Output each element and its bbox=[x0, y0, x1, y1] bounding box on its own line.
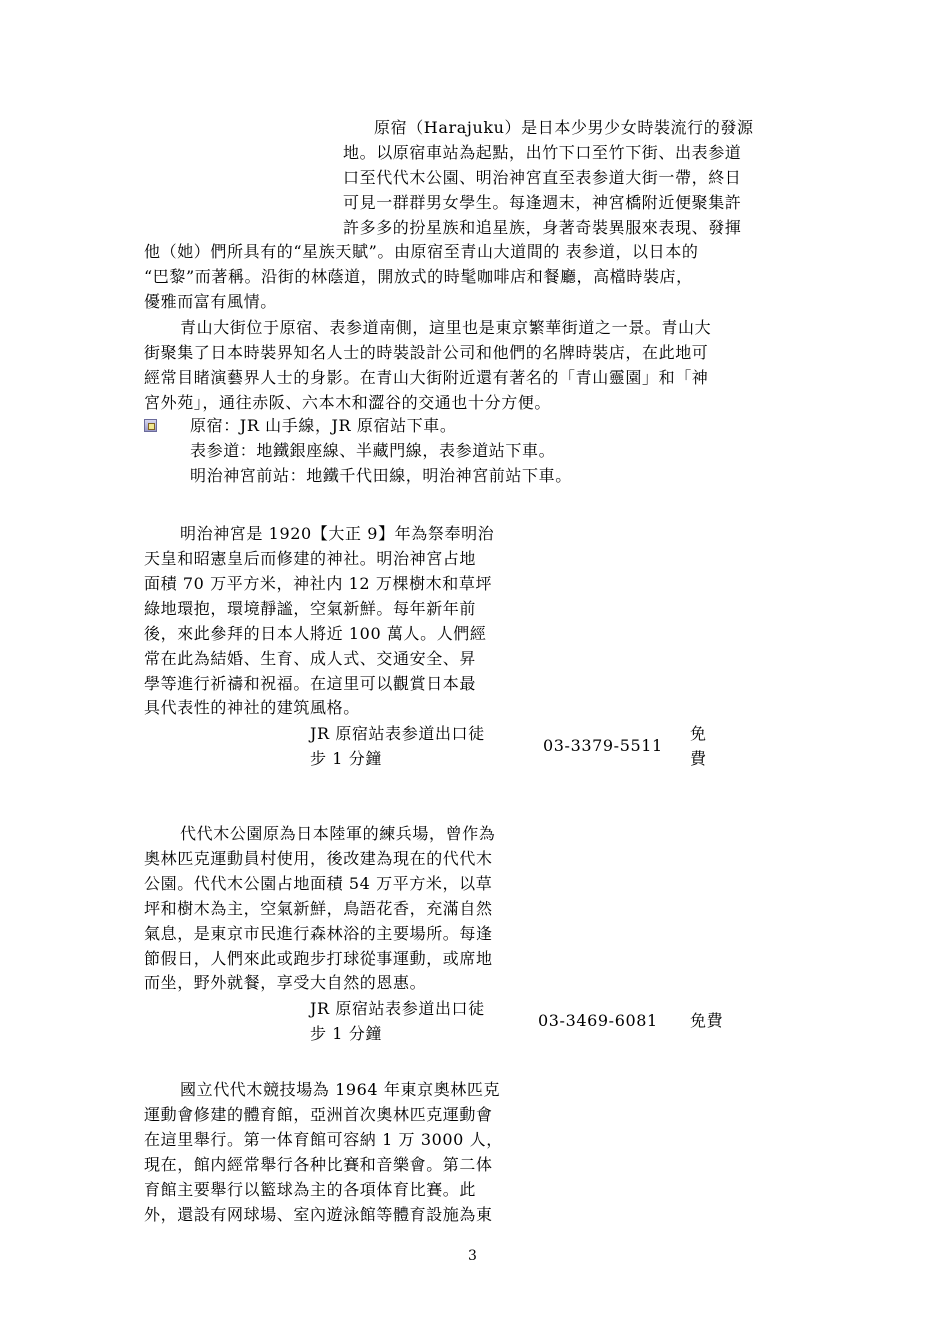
text-line: 奧林匹克運動員村使用，後改建為現在的代代木 bbox=[144, 849, 493, 868]
text-line: 現在，館内經常舉行各种比賽和音樂會。第二体 bbox=[144, 1155, 493, 1174]
text-line: 在這里舉行。第一体育館可容納 1 万 3000 人， bbox=[144, 1130, 503, 1149]
route-text: 步 1 分鐘 bbox=[310, 1024, 382, 1043]
access-line: 原宿：JR 山手線，JR 原宿站下車。 bbox=[190, 416, 457, 435]
route-text: JR 原宿站表参道出口徒 bbox=[310, 724, 485, 743]
text-line: 學等進行祈禱和祝福。在這里可以觀賞日本最 bbox=[144, 674, 477, 693]
text-line: 運動會修建的體育館，亞洲首次奧林匹克運動會 bbox=[144, 1105, 493, 1124]
text-line: 許多多的扮星族和追星族，身著奇裝異服來表現、發揮 bbox=[343, 218, 742, 237]
text-line: 天皇和昭憲皇后而修建的神社。明治神宮占地 bbox=[144, 549, 477, 568]
text-line: 而坐，野外就餐，享受大自然的恩惠。 bbox=[144, 973, 427, 992]
text-line: 口至代代木公園、明治神宮直至表参道大街一帶，終日 bbox=[343, 168, 742, 187]
text-line: 常在此為結婚、生育、成人式、交通安全、昇 bbox=[144, 649, 477, 668]
text-line: 經常目睹演藝界人士的身影。在青山大街附近還有著名的「青山靈園」和「神 bbox=[144, 368, 709, 387]
text-line: 代代木公園原為日本陸軍的練兵場，曾作為 bbox=[180, 824, 496, 843]
fee-text: 免 bbox=[690, 724, 707, 743]
text-line: 節假日，人們來此或跑步打球從事運動，或席地 bbox=[144, 949, 493, 968]
text-line: 面積 70 万平方米，神社内 12 万棵樹木和草坪 bbox=[144, 574, 493, 593]
text-line: 育館主要舉行以籃球為主的各項体育比賽。此 bbox=[144, 1180, 477, 1199]
route-text: 步 1 分鐘 bbox=[310, 749, 382, 768]
route-text: JR 原宿站表参道出口徒 bbox=[310, 999, 485, 1018]
access-line: 表参道：地鐵銀座線、半藏門線，表参道站下車。 bbox=[190, 441, 556, 460]
text-line: 坪和樹木為主，空氣新鮮，鳥語花香，充滿自然 bbox=[144, 899, 493, 918]
text-line: 優雅而富有風情。 bbox=[144, 292, 277, 311]
access-line: 明治神宮前站：地鐵千代田線，明治神宮前站下車。 bbox=[190, 466, 572, 485]
text-line: 公園。代代木公園占地面積 54 万平方米，以草 bbox=[144, 874, 493, 893]
fee-text: 費 bbox=[690, 749, 707, 768]
text-line: 後，來此參拜的日本人將近 100 萬人。人們經 bbox=[144, 624, 487, 643]
phone-number: 03-3379-5511 bbox=[543, 736, 663, 755]
text-line: 宮外苑」，通往赤阪、六本木和澀谷的交通也十分方便。 bbox=[144, 393, 552, 412]
text-line: 可見一群群男女學生。每逢週末，神宮橋附近便聚集許 bbox=[343, 193, 742, 212]
text-line: 青山大街位于原宿、表参道南側，這里也是東京繁華街道之一景。青山大 bbox=[180, 318, 712, 337]
text-line: 地。以原宿車站為起點，出竹下口至竹下街、出表参道 bbox=[343, 143, 742, 162]
text-line: “巴黎”而著稱。沿街的林蔭道，開放式的時髦咖啡店和餐廳，高檔時裝店， bbox=[144, 267, 693, 286]
image-icon bbox=[144, 419, 157, 432]
text-line: 外，還設有网球場、室內遊泳館等體育設施為東 bbox=[144, 1205, 493, 1224]
text-line: 明治神宮是 1920【大正 9】年為祭奉明治 bbox=[180, 524, 495, 543]
fee-text: 免費 bbox=[690, 1011, 724, 1030]
text-line: 國立代代木競技場為 1964 年東京奧林匹克 bbox=[180, 1080, 501, 1099]
text-line: 氣息，是東京市民進行森林浴的主要場所。每逢 bbox=[144, 924, 493, 943]
page-number: 3 bbox=[468, 1248, 477, 1264]
phone-number: 03-3469-6081 bbox=[538, 1011, 658, 1030]
text-line: 他（她）們所具有的“星族天賦”。由原宿至青山大道間的 表参道，以日本的 bbox=[144, 242, 699, 261]
text-line: 街聚集了日本時裝界知名人士的時裝設計公司和他們的名牌時裝店，在此地可 bbox=[144, 343, 709, 362]
text-line: 具代表性的神社的建筑風格。 bbox=[144, 698, 360, 717]
text-line: 綠地環抱，環境靜謐，空氣新鮮。每年新年前 bbox=[144, 599, 477, 618]
text-line: 原宿（Harajuku）是日本少男少女時裝流行的發源 bbox=[374, 118, 754, 137]
